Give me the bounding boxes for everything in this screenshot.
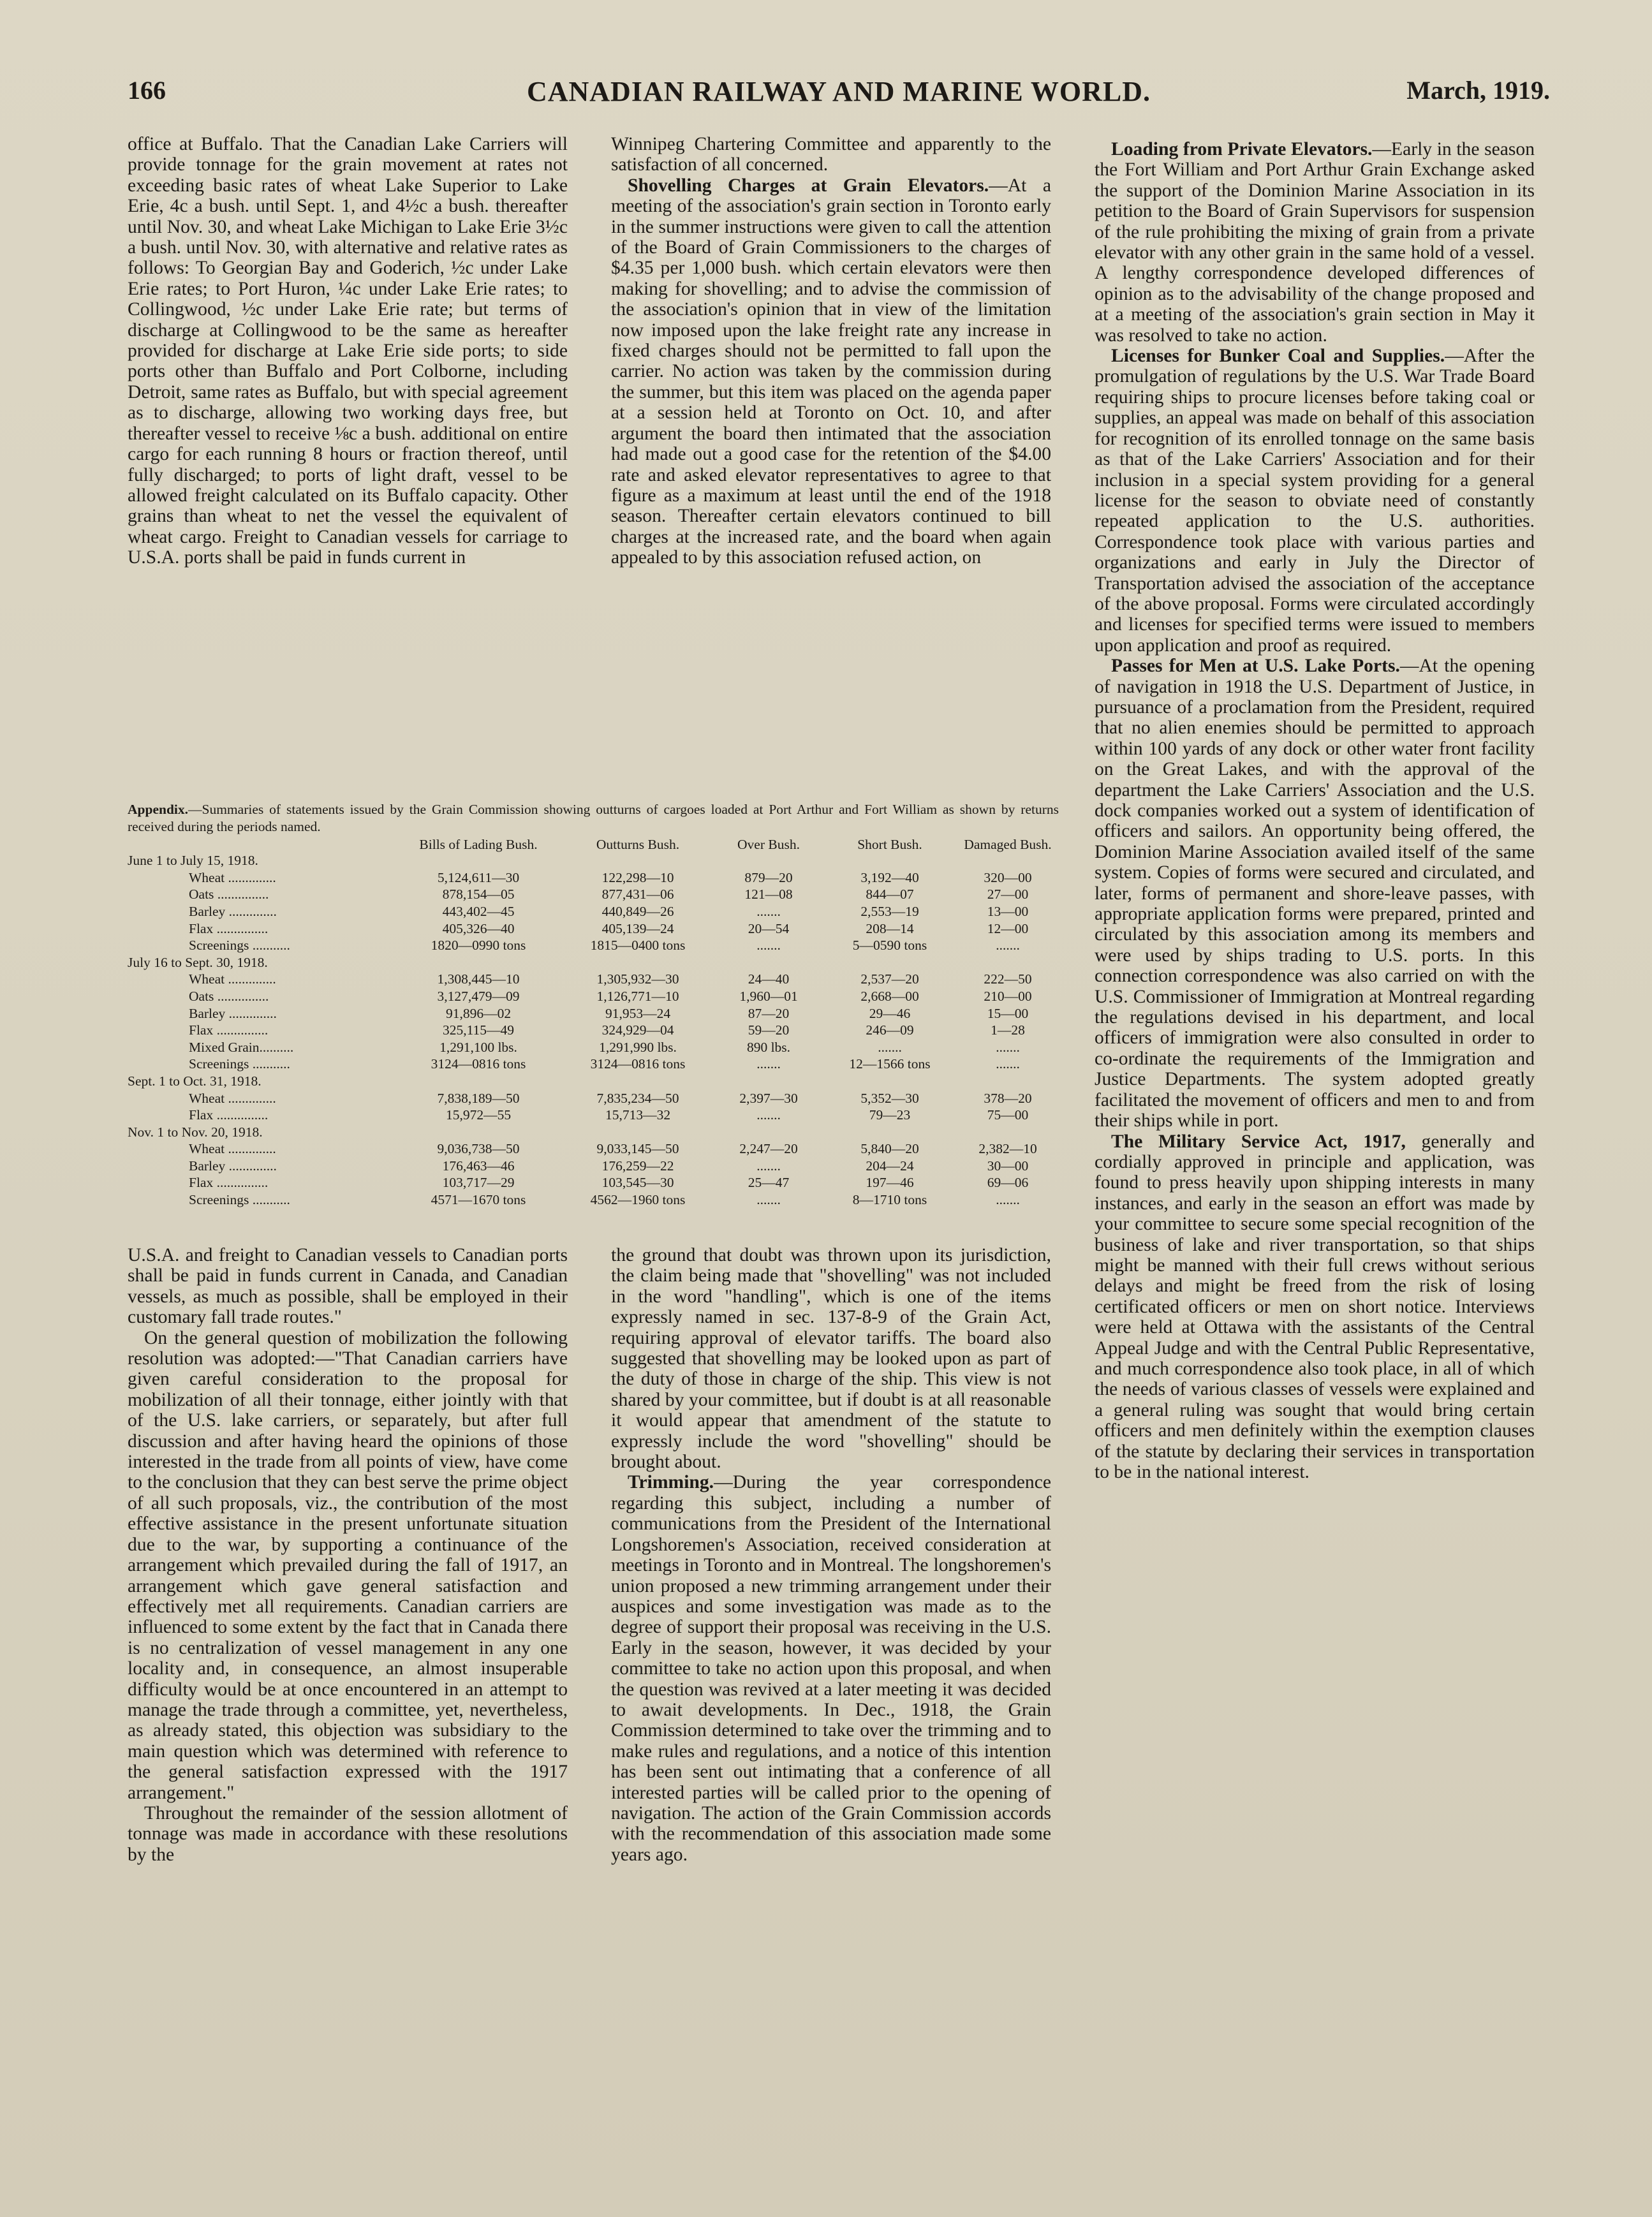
table-row <box>128 1107 1059 1124</box>
table-row <box>128 869 1059 887</box>
table-cell: ....... <box>756 903 781 919</box>
table-cell: 324,929—04 <box>601 1022 674 1038</box>
table-cell: 5,840—20 <box>860 1141 919 1157</box>
table-row <box>128 1039 1059 1056</box>
period-label: July 16 to Sept. 30, 1918. <box>128 954 268 970</box>
table-cell: 5,352—30 <box>860 1090 919 1106</box>
table-cell: 2,247—20 <box>739 1141 798 1157</box>
section-heading: Loading from Private Elevators. <box>1111 139 1373 159</box>
table-row <box>128 971 1059 988</box>
table-cell: 87—20 <box>748 1005 790 1021</box>
section-heading: Licenses for Bunker Coal and Supplies. <box>1111 346 1445 367</box>
table-cell: 878,154—05 <box>442 887 515 902</box>
paragraph <box>1095 656 1535 1131</box>
column-header: Short Bush. <box>857 837 922 853</box>
paragraph-text: —At a meeting of the association's grain section in Toronto early in the summer instructions were given to call the attention of the Board of Grain Commissioners to the charges of $4.35 per 1,000 bush. which certain elevators were then making for shovelling; and to advise the commission of the association's opinion that in view of the limitation now imposed upon the lake freight rate any increase in fixed charges should not be permitted to fall upon the carrier. No action was taken by the commission during the summer, but this item was placed on the agenda paper at a session held at Toronto on Oct. 10, and after argument the board then intimated that the association had made out a good case for the retention of the $4.00 rate and asked elevator representatives to agree to that figure as a maximum at least until the end of the 1918 season. Thereafter certain elevators continued to bill charges at the increased rate, and the board when again appealed to by this association refused action, on <box>611 175 1051 568</box>
period-row <box>128 852 1059 869</box>
table-cell: 1820—0990 tons <box>431 938 526 954</box>
table-cell: 320—00 <box>984 869 1032 885</box>
paragraph-text: Winnipeg Chartering Committee and apparently to the satisfaction of all concerned. <box>611 134 1051 175</box>
table-cell: 29—46 <box>869 1005 911 1021</box>
table-cell: 24—40 <box>748 971 790 987</box>
section-heading: The Military Service Act, 1917, <box>1111 1131 1406 1152</box>
period-label: June 1 to July 15, 1918. <box>128 853 258 869</box>
page-number: 166 <box>128 76 166 105</box>
section-heading: Shovelling Charges at Grain Elevators. <box>628 175 989 196</box>
running-header <box>128 75 1550 120</box>
table-cell: 2,668—00 <box>860 988 919 1004</box>
appendix-table-section <box>128 801 1059 1235</box>
table-cell: 1815—0400 tons <box>590 938 686 954</box>
column-2-bottom <box>611 1245 1051 2138</box>
paragraph-text: On the general question of mobilization the following resolution was adopted:—"That Canadian carriers have given careful consideration to the proposal for mobilization of all their tonnage, either jointly with that of the U.S. lake carriers, or separately, but after full discussion and after having heard the opinions of those interested in the trade from all points of view, have come to the conclusion that they can best serve the prime object of all such proposals, viz., the contribution of the most effective assistance in the present unfortunate situation due to the war, by supporting a continuance of the arrangement which prevailed during the fall of 1917, an arrangement which gave general satisfaction and effectively met all requirements. Canadian carriers are influenced to some extent by the fact that in Canada there is no centralization of vessel management in any one locality and, in consequence, an almost insuperable difficulty would be at once encountered in an attempt to manage the trade through a committee, yet, nevertheless, as already stated, this objection was subsidiary to the main question which was determined with reference to the general satisfaction expressed with the 1917 arrangement." <box>128 1327 568 1803</box>
publication-title: CANADIAN RAILWAY AND MARINE WORLD. <box>526 76 1151 107</box>
grain-label: Wheat .............. <box>189 1141 276 1157</box>
table-cell: 4571—1670 tons <box>431 1192 526 1208</box>
table-cell: 2,537—20 <box>860 971 919 987</box>
outturns-table <box>128 837 1059 1208</box>
table-cell: 79—23 <box>869 1107 911 1123</box>
grain-label: Mixed Grain.......... <box>189 1039 294 1055</box>
paragraph-text: the ground that doubt was thrown upon its jurisdiction, the claim being made that "shovelling" was not included in the word "handling", which is one of the items expressly named in sec. 137-8-9 of the Grain Act, requiring approval of elevator tariffs. The board also suggested that shovelling may be looked upon as part of the duty of those in charge of the ship. This view is not shared by your committee, but if doubt is at all reasonable it would appear that amendment of the statute to expressly include the word "shovelling" should be brought about. <box>611 1245 1051 1473</box>
paragraph <box>611 134 1051 175</box>
table-cell: 3124—0816 tons <box>590 1056 686 1072</box>
paragraph <box>1095 1131 1535 1483</box>
table-cell: 8—1710 tons <box>852 1192 927 1208</box>
grain-label: Barley .............. <box>189 903 277 919</box>
paragraph-text: office at Buffalo. That the Canadian Lake Carriers will provide tonnage for the grain movement at rates not exceeding basic rates of wheat Lake Superior to Lake Erie, 4c a bush. until Sept. 1, and 4½c a bush. thereafter until Nov. 30, and wheat Lake Michigan to Lake Erie 3½c a bush. until Nov. 30, with alternative and relative rates as follows: To Georgian Bay and Goderich, ½c under Lake Erie rates; to Port Huron, ¼c under Lake Erie rates; to Collingwood, ½c under Lake Erie rate; but terms of discharge at Collingwood to be the same as hereafter provided for discharge at Lake Erie side ports; to side ports other than Buffalo and Port Colborne, including Detroit, same rates as Buffalo, but with special agreement as to discharge, allowing two working days free, but thereafter vessel to receive ⅛c a bush. additional on entire cargo for each running 8 hours or fraction thereof, until fully discharged; to ports of light draft, vessel to be allowed freight calculated on its Buffalo capacity. Other grains than wheat to net the vessel the equivalent of wheat cargo. Freight to Canadian vessels for carriage to U.S.A. ports shall be paid in funds current in <box>128 134 568 568</box>
table-cell: 12—00 <box>987 920 1029 936</box>
table-cell: ....... <box>756 1056 781 1072</box>
table-cell: 7,835,234—50 <box>596 1090 679 1106</box>
table-cell: 103,717—29 <box>442 1175 515 1191</box>
table-cell: 378—20 <box>984 1090 1032 1106</box>
table-row <box>128 1191 1059 1209</box>
paragraph-text: —At the opening of navigation in 1918 the U.S. Department of Justice, in pursuance of a proclamation from the President, required that no alien enemies should be permitted to approach within 100 yards of any dock or other water front facility on the Great Lakes, and with the approval of the department the Lake Carriers' Association and the U.S. dock companies worked out a system of identification of officers and sailors. An opportunity being offered, the Dominion Marine Association availed itself of the same system. Copies of forms were secured and circulated, and later, forms of permanent and shore-leave passes, with appropriate application forms were prepared, printed and circulated by this association among its members and were used by ships trading to U.S. ports. In this connection correspondence was also carried on with the U.S. Commissioner of Immigration at Montreal regarding the regulations devised in his department, and local officers of immigration were also consulted in order to co-ordinate the requirements of the Immigration and Justice Departments. The system adopted greatly facilitated the movement of officers and men to and from their ships while in port. <box>1095 656 1535 1131</box>
table-cell: 1,291,100 lbs. <box>439 1039 517 1055</box>
table-cell: 12—1566 tons <box>849 1056 931 1072</box>
column-header: Over Bush. <box>737 837 800 853</box>
table-cell: 75—00 <box>987 1107 1029 1123</box>
table-cell: ....... <box>756 938 781 954</box>
table-cell: 30—00 <box>987 1158 1029 1174</box>
table-row <box>128 903 1059 920</box>
paragraph <box>128 1328 568 1803</box>
appendix-label: Appendix. <box>128 802 188 817</box>
grain-label: Wheat .............. <box>189 971 276 987</box>
table-cell: 210—00 <box>984 988 1032 1004</box>
column-header: Damaged Bush. <box>964 837 1052 853</box>
paragraph-text: —During the year correspondence regarding this subject, including a number of communications from the President of the International Longshoremen's Association, received consideration at meetings in Toronto and in Montreal. The longshoremen's union proposed a new trimming arrangement under their auspices and some investigation was made as to the degree of support their proposal was receiving in the U.S. Early in the season, however, it was decided by your committee to take no action upon this proposal, and when the question was revived at a later meeting it was decided to await developments. In Dec., 1918, the Grain Commission determined to take over the trimming and to make rules and regulations, and a notice of this intention has been sent out intimating that a conference of all interested parties will be called prior to the opening of navigation. The action of the Grain Commission accords with the recommendation of this association made some years ago. <box>611 1472 1051 1865</box>
grain-label: Wheat .............. <box>189 869 276 885</box>
paragraph <box>1095 346 1535 656</box>
grain-label: Flax ............... <box>189 920 269 936</box>
table-cell: 246—09 <box>866 1022 914 1038</box>
table-cell: 5,124,611—30 <box>437 869 520 885</box>
table-cell: 2,382—10 <box>978 1141 1037 1157</box>
table-cell: 20—54 <box>748 920 790 936</box>
table-cell: ....... <box>996 1039 1020 1055</box>
table-cell: 844—07 <box>866 887 914 902</box>
table-row <box>128 988 1059 1005</box>
paragraph <box>611 1245 1051 1472</box>
grain-label: Oats ............... <box>189 988 269 1004</box>
table-cell: 121—08 <box>744 887 793 902</box>
table-row <box>128 1022 1059 1039</box>
table-cell: 3,127,479—09 <box>437 988 520 1004</box>
table-cell: 69—06 <box>987 1175 1029 1191</box>
column-header <box>128 837 395 852</box>
grain-label: Flax ............... <box>189 1175 269 1191</box>
table-cell: 25—47 <box>748 1175 790 1191</box>
table-cell: 59—20 <box>748 1022 790 1038</box>
table-cell: 877,431—06 <box>601 887 674 902</box>
table-cell: 2,397—30 <box>739 1090 798 1106</box>
table-row <box>128 937 1059 954</box>
paragraph-text: —Early in the season the Fort William and Port Arthur Grain Exchange asked the support of the Dominion Marine Association in its petition to the Board of Grain Supervisors for suspension of the rule prohibiting the mixing of grain from a private elevator with any other grain in the same hold of a vessel. A lengthy correspondence developed differences of opinion as to the advisability of the change proposed and at a meeting of the association's grain section in May it was resolved to take no action. <box>1095 139 1535 346</box>
paragraph <box>128 1245 568 1328</box>
table-cell: 405,326—40 <box>442 920 515 936</box>
table-cell: 122,298—10 <box>601 869 674 885</box>
table-cell: ....... <box>996 938 1020 954</box>
column-1-top <box>128 134 568 797</box>
table-cell: 2,553—19 <box>860 903 919 919</box>
table-row <box>128 1005 1059 1022</box>
table-cell: 176,463—46 <box>442 1158 515 1174</box>
appendix-intro: —Summaries of statements issued by the Grain Commission showing outturns of cargoes loaded at Port Arthur and Fort William as shown by returns received during the periods named. <box>128 802 1059 834</box>
table-cell: ....... <box>756 1107 781 1123</box>
table-cell: 1,305,932—30 <box>596 971 679 987</box>
period-label: Nov. 1 to Nov. 20, 1918. <box>128 1124 263 1140</box>
paragraph <box>128 134 568 568</box>
table-cell: 7,838,189—50 <box>437 1090 520 1106</box>
column-2-top <box>611 134 1051 797</box>
column-header: Outturns Bush. <box>596 837 680 853</box>
table-cell: 405,139—24 <box>601 920 674 936</box>
period-row <box>128 1124 1059 1141</box>
period-row <box>128 954 1059 971</box>
table-cell: 15,972—55 <box>445 1107 512 1123</box>
table-cell: 13—00 <box>987 903 1029 919</box>
paragraph <box>611 1472 1051 1865</box>
table-header-row <box>128 837 1059 852</box>
table-cell: 1,126,771—10 <box>596 988 679 1004</box>
section-heading: Trimming. <box>628 1472 714 1493</box>
table-cell: 1—28 <box>991 1022 1025 1038</box>
table-cell: 91,953—24 <box>605 1005 671 1021</box>
paragraph-text: —After the promulgation of regulations by the U.S. War Trade Board requiring ships to procure licenses before taking coal or supplies, an appeal was made on behalf of this association for recognition of its enrolled tonnage on the same basis as that of the Lake Carriers' Association and for their inclusion in a special system providing for a general license for the season to obviate need of constantly repeated application to the U.S. authorities. Correspondence took place with various parties and organizations and early in July the Director of Transportation advised the association of the acceptance of the above proposal. Forms were circulated accordingly and licenses for specified terms were issued to members upon application and proof as required. <box>1095 346 1535 656</box>
column-1-bottom <box>128 1245 568 2138</box>
table-row <box>128 1140 1059 1158</box>
paragraph <box>128 1803 568 1865</box>
table-cell: 15—00 <box>987 1005 1029 1021</box>
table-cell: 197—46 <box>866 1175 914 1191</box>
table-cell: 1,308,445—10 <box>437 971 520 987</box>
issue-date: March, 1919. <box>1406 76 1550 105</box>
table-cell: 222—50 <box>984 971 1032 987</box>
column-header: Bills of Lading Bush. <box>419 837 538 853</box>
table-cell: 3124—0816 tons <box>431 1056 526 1072</box>
table-cell: 5—0590 tons <box>852 938 927 954</box>
table-cell: 9,036,738—50 <box>437 1141 520 1157</box>
table-cell: ....... <box>756 1158 781 1174</box>
table-cell: 204—24 <box>866 1158 914 1174</box>
paragraph-text: U.S.A. and freight to Canadian vessels to Canadian ports shall be paid in funds current in Canada, and Canadian vessels, as much as possible, shall be employed in their customary fall trade routes." <box>128 1245 568 1328</box>
table-cell: 879—20 <box>744 869 793 885</box>
grain-label: Screenings ........... <box>189 1056 290 1072</box>
period-label: Sept. 1 to Oct. 31, 1918. <box>128 1073 262 1089</box>
paragraph <box>1095 139 1535 346</box>
period-row <box>128 1073 1059 1090</box>
table-cell: ....... <box>756 1192 781 1208</box>
grain-label: Screenings ........... <box>189 1192 290 1208</box>
table-cell: 91,896—02 <box>445 1005 512 1021</box>
table-cell: 9,033,145—50 <box>596 1141 679 1157</box>
grain-label: Oats ............... <box>189 887 269 902</box>
table-row <box>128 886 1059 903</box>
grain-label: Screenings ........... <box>189 938 290 954</box>
table-cell: 890 lbs. <box>746 1039 791 1055</box>
table-cell: ....... <box>878 1039 902 1055</box>
table-cell: 3,192—40 <box>860 869 919 885</box>
paragraph <box>611 175 1051 568</box>
grain-label: Flax ............... <box>189 1022 269 1038</box>
table-cell: 15,713—32 <box>605 1107 671 1123</box>
table-row <box>128 1158 1059 1175</box>
grain-label: Barley .............. <box>189 1005 277 1021</box>
table-cell: ....... <box>996 1056 1020 1072</box>
table-row <box>128 920 1059 938</box>
table-row <box>128 1174 1059 1191</box>
table-row <box>128 1090 1059 1107</box>
paragraph-text: generally and cordially approved in principle and application, was found to press heavily upon shipping interests in many instances, and early in the season an effort was made by your committee to secure some special recognition of the business of lake and river transportation, so that ships might be manned with their full crews without serious delays and might be freed from the risk of losing certificated officers or men on short notice. Interviews were held at Ottawa with the assistants of the Central Appeal Judge and with the Central Public Representative, and much correspondence also took place, in all of which the needs of various classes of vessels were explained and a general ruling was sought that would bring certain officers and men definitely within the exemption clauses of the statute by declaring their services in transportation to be in the national interest. <box>1095 1131 1535 1482</box>
table-cell: ....... <box>996 1192 1020 1208</box>
grain-label: Barley .............. <box>189 1158 277 1174</box>
paragraph-text: Throughout the remainder of the session allotment of tonnage was made in accordance with these resolutions by the <box>128 1802 568 1865</box>
table-row <box>128 1056 1059 1073</box>
appendix-caption <box>128 801 1059 835</box>
table-cell: 27—00 <box>987 887 1029 902</box>
grain-label: Flax ............... <box>189 1107 269 1123</box>
table-cell: 325,115—49 <box>442 1022 515 1038</box>
section-heading: Passes for Men at U.S. Lake Ports. <box>1111 656 1400 677</box>
column-3 <box>1095 139 1535 2142</box>
table-cell: 1,291,990 lbs. <box>599 1039 677 1055</box>
table-cell: 176,259—22 <box>601 1158 674 1174</box>
grain-label: Wheat .............. <box>189 1090 276 1106</box>
table-cell: 443,402—45 <box>442 903 515 919</box>
table-cell: 440,849—26 <box>601 903 674 919</box>
table-cell: 103,545—30 <box>601 1175 674 1191</box>
table-cell: 1,960—01 <box>739 988 798 1004</box>
table-cell: 4562—1960 tons <box>590 1192 686 1208</box>
table-cell: 208—14 <box>866 920 914 936</box>
